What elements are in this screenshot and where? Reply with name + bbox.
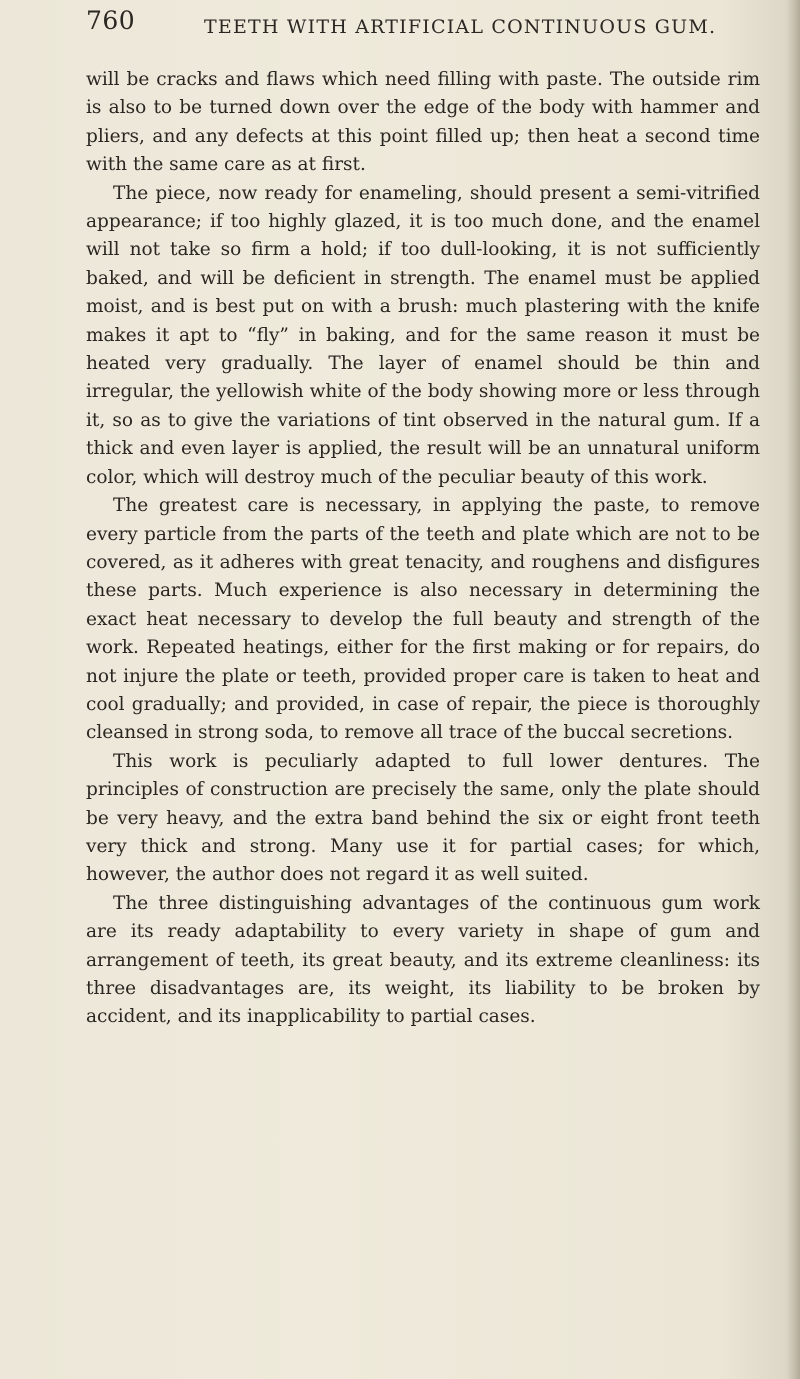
paragraph-applying-paste: The greatest care is necessary, in applying the paste, to remove every particle from the parts of the teeth and plate which are not to be covered, as it adheres with great tenacity, and roughens and disfigures these parts. Much experience is also necessary in determining the exact heat necessary to develop the full beauty and strength of the work. Repeated heatings, either for the first making or for repairs, do not injure the plate or teeth, provided proper care is taken to heat and cool gradually; and provided, in case of repair, the piece is thoroughly cleansed in strong soda, to remove all trace of the buccal secretions. xyxy=(86,495,760,744)
page-number: 760 xyxy=(86,6,136,35)
paragraph-advantages: The three distinguishing advantages of the continuous gum work are its ready adaptability to every variety in shape of gum and arrangement of teeth, its great beauty, and its extreme cleanliness: its three disadvantages are, its weight, its liability to be broken by accident, and its inapplicability to partial cases. xyxy=(86,892,760,1028)
page-edge-shadow xyxy=(786,0,800,1379)
running-head: TEETH WITH ARTIFICIAL CONTINUOUS GUM. xyxy=(204,16,717,38)
paragraph-continued: will be cracks and flaws which need filling with paste. The outside rim is also to be turned down over the edge of the body with hammer and pliers, and any defects at this point filled up; then heat a second time with the same care as at first. xyxy=(86,69,760,176)
paragraph-lower-dentures: This work is peculiarly adapted to full lower dentures. The principles of construction are precisely the same, only the plate should be very heavy, and the extra band behind the six or eight front teeth very thick and strong. Many use it for partial cases; for which, however, the author does not regard it as well suited. xyxy=(86,750,760,886)
page-header xyxy=(86,6,746,50)
paragraph-enameling: The piece, now ready for enameling, should present a semi-vitrified appearance; if too highly glazed, it is too much done, and the enamel will not take so firm a hold; if too dull-looking, it is not sufficiently baked, and will be deficient in strength. The enamel must be applied moist, and is best put on with a brush: much plastering with the knife makes it apt to “fly” in baking, and for the same reason it must be heated very gradually. The layer of enamel should be thin and irregular, the yellowish white of the body showing more or less through it, so as to give the variations of tint observed in the natural gum. If a thick and even layer is applied, the result will be an unnatural uniform color, which will destroy much of the peculiar beauty of this work. xyxy=(86,182,760,488)
body-text xyxy=(86,66,760,1032)
